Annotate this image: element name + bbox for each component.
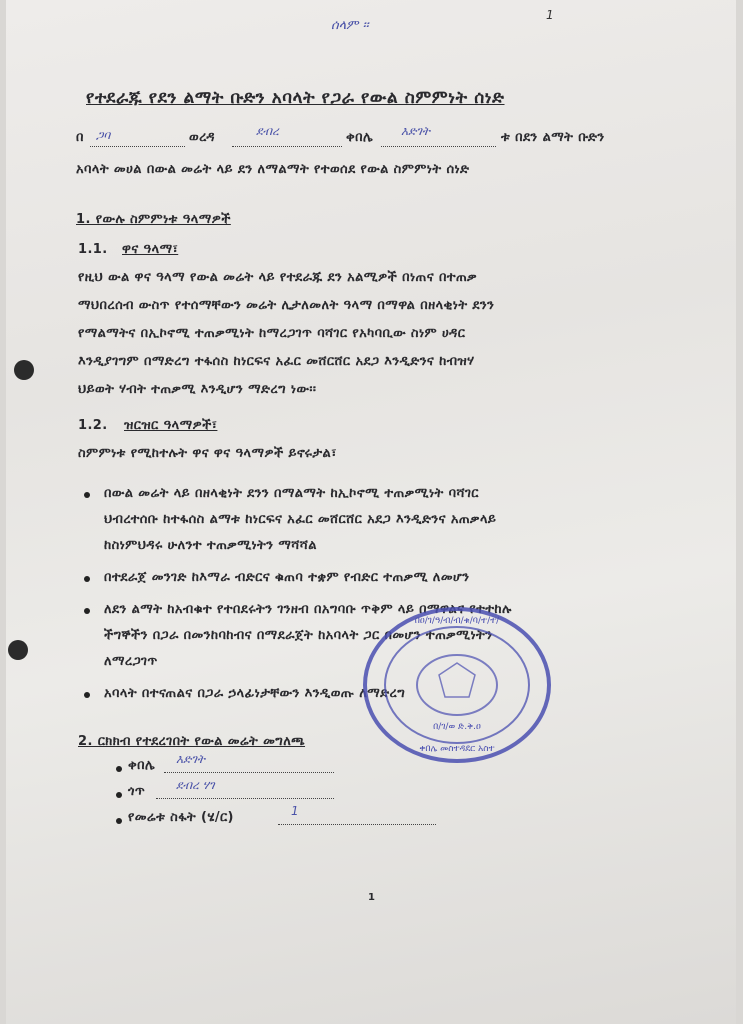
kebele-label: ቀበሌ	[346, 130, 374, 145]
list-item-line: ለደን ልማት ከአብቁተ የተበደሩትን ገንዘብ በአግባቡ ጥቅም ላይ በማዋልና የተተከሉ	[104, 602, 512, 617]
land-area-value: 1	[291, 804, 299, 818]
section-1-heading: 1. የውሉ ስምምነቱ ዓላማዎች	[76, 212, 231, 227]
section-1-1-label: ዋና ዓላማ፣	[122, 242, 179, 257]
punch-hole	[14, 360, 34, 380]
body-line: የዚህ ውል ዋና ዓላማ የውል መሬት ላይ የተደራጁ ደን አልሚዎች በነጠና በተጠቃ	[78, 270, 478, 285]
official-stamp	[361, 605, 553, 765]
wereda-handwritten: ደብረ	[256, 124, 279, 138]
list-item-line: አባላት በተናጠልና በጋራ ኃላፊነታቸውን እንዲወጡ ለማድረግ	[104, 686, 406, 701]
bullet-marker	[84, 692, 90, 698]
punch-hole	[8, 640, 28, 660]
section-1-2-number: 1.2.	[78, 418, 108, 433]
list-item-line: ህብረተሰቡ ከተፋሰስ ልማቱ ከነርፍና አፈር መሸርሸር አደጋ እንዲድንና አጠቃላይ	[104, 512, 497, 527]
stamp-text: ቀበሌ መስተዳደር አስተ	[419, 744, 495, 754]
land-got-value: ደብረ ሃገ	[176, 778, 215, 792]
section-1-2-label: ዝርዝር ዓላማዎች፣	[124, 418, 218, 433]
land-kebele-label: ቀበሌ	[128, 758, 156, 773]
land-area-label: የመሬቱ ስፋት (ሄ/ር)	[128, 810, 234, 825]
document-page	[6, 0, 736, 1024]
handwritten-reference: ሰላም ፡፡	[331, 18, 369, 33]
page-mark: 1	[546, 8, 554, 22]
list-item-line: በውል መሬት ላይ በዘላቂነት ደንን በማልማት ከኢኮኖሚ ተጠቃሚነት ባሻገር	[104, 486, 479, 501]
bullet-marker	[84, 608, 90, 614]
page-number: 1	[368, 892, 376, 903]
body-line: እንዲያገግም በማድረግ ተፋሰስ ከነርፍና አፈር መሸርሸር አደጋ እንዲድንና ከብዝሃ	[78, 354, 475, 369]
stamp-text: በዐ/ገ/ዓ/ብ/ብ/ቁ/ባ/ተ/ተ/	[414, 616, 500, 626]
body-line: ማህበረሰብ ውስጥ የተሰማቸውን መሬት ሊታለመለት ዓላማ በማዋል በዘላቂነት ደንን	[78, 298, 495, 313]
kebele-name-handwritten: እድገት	[401, 124, 431, 138]
body-line: ህይወት ሃብት ተጠቃሚ እንዲሆን ማድረግ ነው፡፡	[78, 382, 317, 397]
document-title: የተደራጁ የደን ልማት ቡድን አባላት የጋራ የውል ስምምነት ሰነድ	[86, 88, 505, 108]
group-suffix: ቱ በደን ልማት ቡድን	[501, 130, 605, 145]
stamp-text: በ/ገ/ወ ድ.ቅ.ዐ	[433, 722, 481, 732]
list-item-line: ለማረጋገጥ	[104, 654, 158, 669]
kebele-handwritten: ጋባ	[96, 128, 111, 142]
body-line: የማልማትና በኢኮኖሚ ተጠቃሚነት ከማረጋገጥ ባሻገር የአካባቢው ስነም ሀዳር	[78, 326, 466, 341]
land-kebele-value: እድገት	[176, 752, 206, 766]
section-1-2-intro: ስምምነቱ የሚከተሉት ዋና ዋና ዓላማዎች ይኖሩታል፣	[78, 446, 337, 461]
bullet-marker	[84, 576, 90, 582]
wereda-label: ወረዳ	[189, 130, 215, 145]
intro-prefix: በ	[76, 130, 84, 145]
list-item-line: በተደራጀ መንገድ ከእማራ ብድርና ቁጠባ ተቋም የብድር ተጠቃሚ ለመሆን	[104, 570, 470, 585]
bullet-marker	[84, 492, 90, 498]
section-2-heading: 2. ርክክብ የተደረገበት የውል መሬት መግለጫ	[78, 734, 306, 749]
section-1-1-number: 1.1.	[78, 242, 108, 257]
intro-line-2: አባላት መሀል በውል መሬት ላይ ደን ለማልማት የተወሰደ የውል ስምምነት ሰነድ	[76, 162, 470, 177]
list-item-line: ችግኞችን በጋራ በመንከባከብና በማደራጀት ከአባላት ጋር በመሆን ተጠቃሚነትን	[104, 628, 493, 643]
land-got-label: ጎጥ	[128, 784, 146, 799]
list-item-line: ከስነምህዳሩ ሁለንተ ተጠቃሚነትን ማሻሻል	[104, 538, 317, 553]
